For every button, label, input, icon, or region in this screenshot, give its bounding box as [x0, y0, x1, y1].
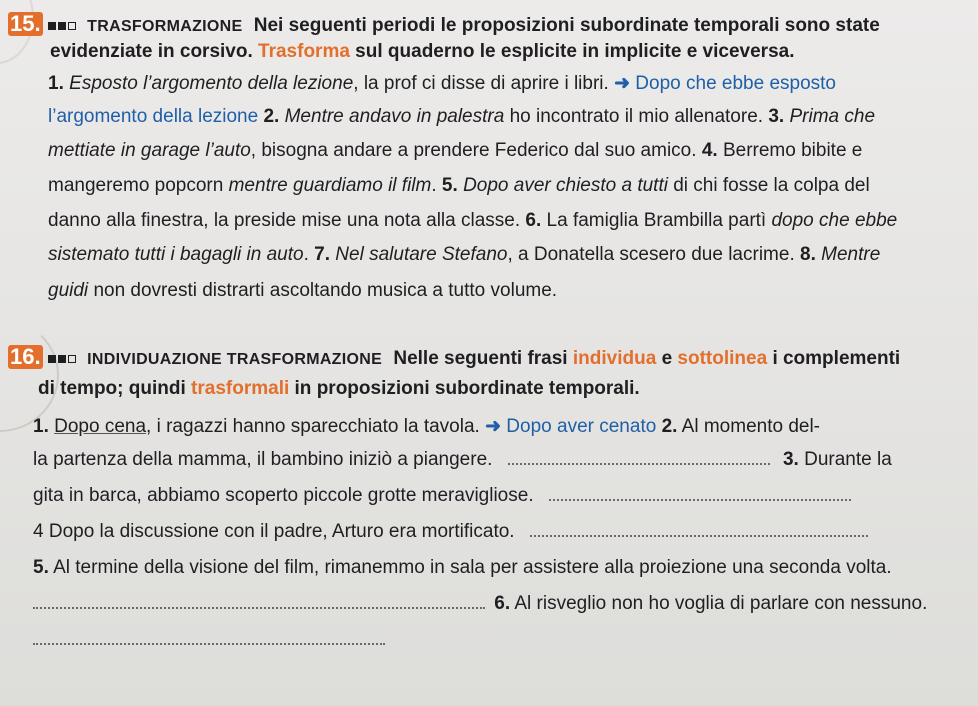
ex15-line-3	[48, 139, 862, 163]
underlined-complement: Dopo cena	[54, 416, 147, 437]
instruction-keyword: Trasforma	[258, 41, 350, 62]
exercise-tag: INDIVIDUAZIONE TRASFORMAZIONE	[87, 351, 383, 368]
ex15-instruction-line	[50, 40, 794, 64]
instruction-keyword: sottolinea	[677, 348, 768, 369]
instruction-text: e	[661, 348, 673, 369]
item-number: 6.	[494, 593, 511, 614]
instruction-text: Nelle seguenti frasi	[393, 348, 568, 369]
ex15-line-2	[48, 105, 875, 129]
ex15-line-7	[48, 279, 557, 303]
item-number: 8.	[800, 244, 816, 265]
sentence-text: non dovresti distrarti ascoltando musica a tutto volume.	[93, 280, 558, 301]
sentence-text: danno alla finestra, la preside mise una nota alla classe.	[48, 210, 521, 231]
sentence-text: , i ragazzi hanno sparecchiato la tavola.	[146, 416, 480, 437]
difficulty-square-icon	[48, 22, 56, 30]
instruction-keyword: trasformali	[191, 378, 290, 399]
sentence-text: .	[303, 244, 309, 265]
ex16-sentence-1	[33, 415, 820, 439]
instruction-text: evidenziate in corsivo.	[50, 41, 259, 62]
answer-blank[interactable]	[530, 521, 868, 537]
sentence-text: gita in barca, abbiamo scoperto piccole grotte meravigliose.	[33, 485, 534, 506]
example-answer: l’argomento della lezione	[48, 106, 259, 127]
sentence-text: Al termine della visione del film, rimanemmo in sala per assistere alla proiezione una seconda volta.	[53, 557, 892, 578]
item-number: 4.	[701, 140, 718, 161]
sentence-text: , a Donatella scesero due lacrime.	[507, 244, 795, 265]
subordinate-clause: mettiate in garage l’auto	[48, 140, 251, 161]
subordinate-clause: guidi	[48, 280, 89, 301]
sentence-text: .	[431, 175, 437, 196]
sentence-text: Durante la	[804, 449, 892, 470]
arrow-icon: ➜	[614, 73, 631, 94]
answer-blank[interactable]	[33, 629, 385, 645]
ex16-header-line	[8, 345, 900, 372]
sentence-text: ho incontrato il mio allenatore.	[504, 106, 764, 127]
difficulty-square-icon	[48, 355, 56, 363]
ex15-line-6	[48, 243, 880, 267]
item-number: 1.	[33, 416, 49, 437]
subordinate-clause: dopo che ebbe	[771, 210, 898, 231]
subordinate-clause: Dopo aver chiesto a tutti	[463, 175, 668, 196]
sentence-text: Al momento del-	[681, 416, 821, 437]
ex16-sentence-5	[33, 556, 892, 580]
item-number: 1.	[48, 73, 64, 94]
instruction-text: in proposizioni subordinate temporali.	[294, 378, 640, 399]
ex15-header-line	[8, 12, 880, 39]
ex15-line-1	[48, 72, 836, 96]
ex16-sentence-2	[33, 448, 892, 472]
instruction-text: i complementi	[772, 348, 901, 369]
ex16-sentence-3	[33, 484, 851, 508]
answer-blank[interactable]	[508, 449, 770, 465]
subordinate-clause: sistemato tutti i bagagli in auto	[48, 244, 304, 265]
example-answer: Dopo aver cenato	[506, 416, 657, 437]
sentence-text: mangeremo popcorn	[48, 175, 224, 196]
exercise-number: 16.	[10, 344, 41, 369]
ex15-line-5	[48, 209, 897, 233]
item-number: 5.	[33, 557, 49, 578]
difficulty-square-empty-icon	[68, 355, 76, 363]
difficulty-square-empty-icon	[68, 22, 76, 30]
ex16-sentence-5-answer	[33, 592, 927, 616]
subordinate-clause: Mentre andavo in palestra	[284, 106, 505, 127]
example-answer: Dopo che ebbe esposto	[635, 73, 837, 94]
subordinate-clause: Prima che	[789, 106, 876, 127]
sentence-text: , bisogna andare a prendere Federico dal suo amico.	[250, 140, 697, 161]
difficulty-square-icon	[58, 22, 66, 30]
subordinate-clause: mentre guardiamo il film	[228, 175, 432, 196]
subordinate-clause: Esposto l’argomento della lezione	[69, 73, 354, 94]
ex16-instruction-line	[38, 377, 640, 401]
instruction-text: di tempo; quindi	[38, 378, 186, 399]
instruction-text: sul quaderno le esplicite in implicite e viceversa.	[349, 41, 795, 62]
sentence-text: 4 Dopo la discussione con il padre, Arturo era mortificato.	[33, 521, 515, 542]
sentence-text: Al risveglio non ho voglia di parlare con nessuno.	[514, 593, 928, 614]
item-number: 7.	[314, 244, 331, 265]
item-number: 2.	[661, 416, 678, 437]
instruction-text: Nei seguenti periodi le proposizioni subordinate temporali sono state	[253, 15, 880, 36]
exercise-tag: TRASFORMAZIONE	[87, 18, 243, 35]
sentence-text: , la prof ci disse di aprire i libri.	[353, 73, 609, 94]
item-number: 2.	[263, 106, 280, 127]
sentence-text: di chi fosse la colpa del	[673, 175, 870, 196]
sentence-text: la partenza della mamma, il bambino iniziò a piangere.	[33, 449, 493, 470]
exercise-number: 15.	[10, 11, 41, 36]
ex16-sentence-4	[33, 520, 868, 544]
instruction-keyword: individua	[572, 348, 657, 369]
ex16-sentence-6-answer	[33, 628, 385, 652]
item-number: 5.	[441, 175, 458, 196]
item-number: 6.	[525, 210, 542, 231]
difficulty-square-icon	[58, 355, 66, 363]
item-number: 3.	[782, 449, 799, 470]
sentence-text: Berremo bibite e	[722, 140, 863, 161]
item-number: 3.	[768, 106, 785, 127]
sentence-text: La famiglia Brambilla partì	[546, 210, 767, 231]
answer-blank[interactable]	[33, 593, 485, 609]
subordinate-clause: Mentre	[821, 244, 881, 265]
answer-blank[interactable]	[549, 485, 851, 501]
ex15-line-4	[48, 174, 870, 198]
arrow-icon: ➜	[485, 416, 502, 437]
subordinate-clause: Nel salutare Stefano	[335, 244, 508, 265]
